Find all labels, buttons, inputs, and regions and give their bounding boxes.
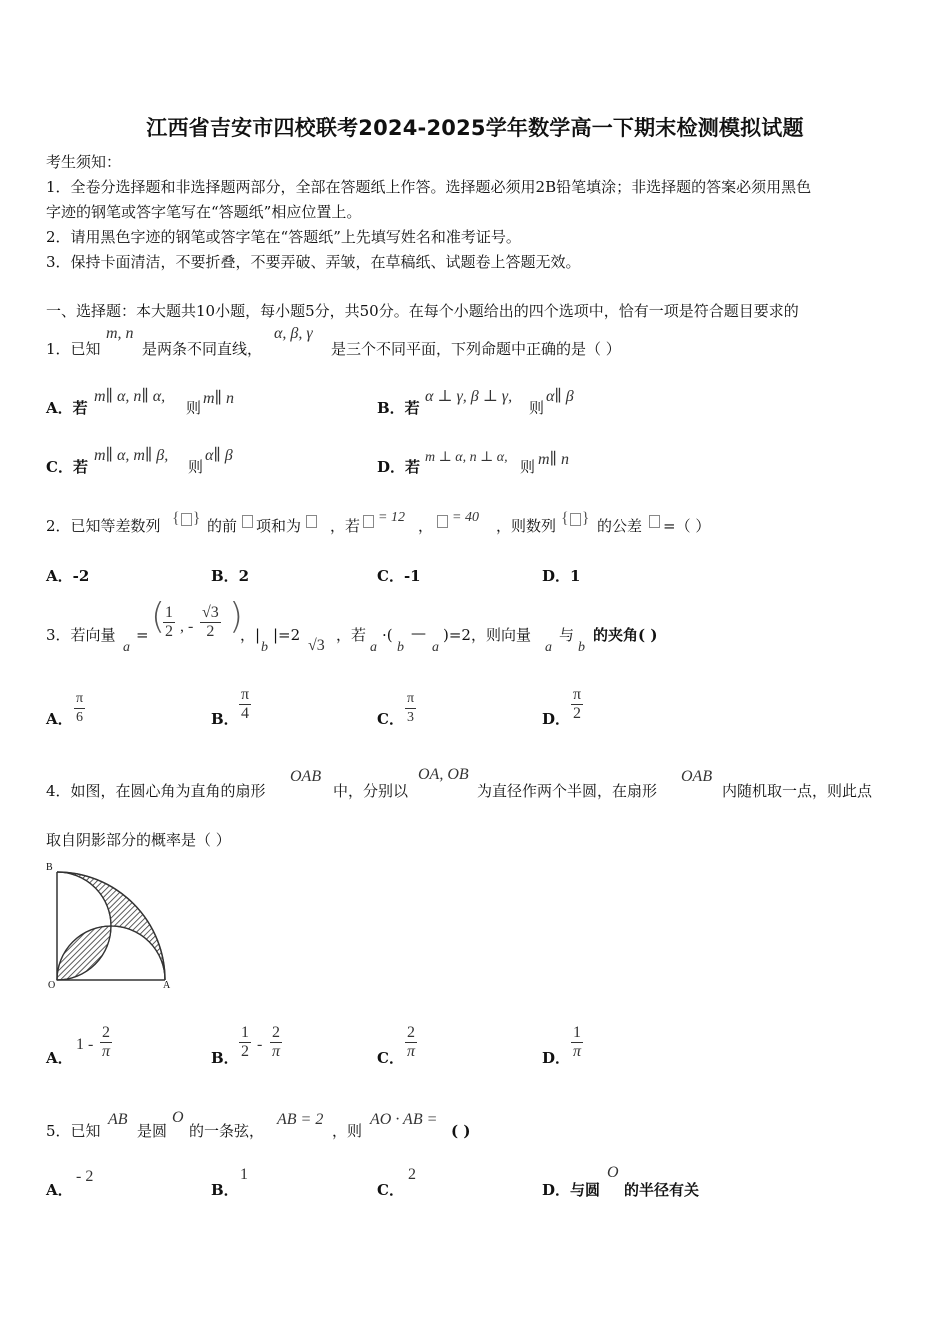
- q1-math-planes: α, β, γ: [274, 325, 313, 342]
- q2-seq-a-2: { }: [561, 510, 590, 527]
- q5-stem-5: ( ): [451, 1122, 471, 1140]
- q3-option-c-frac: [405, 690, 416, 727]
- q3-vec-a-2: a: [370, 640, 377, 655]
- q2-stem-5: ，: [418, 517, 434, 535]
- page-title: 江西省吉安市四校联考2024-2025学年数学高一下期末检测模拟试题: [146, 116, 804, 140]
- q3-right-paren: ): [229, 596, 244, 637]
- section-heading: 一、选择题：本大题共10小题，每小题5分，共50分。在每个小题给出的四个选项中，恰有一项是符合题目要求的: [46, 302, 799, 320]
- q3-option-d-frac: [571, 686, 583, 723]
- q3-stem-7: 与: [559, 626, 575, 644]
- q3-vec-b-2: b: [397, 640, 404, 655]
- q3-frac-2: [200, 604, 221, 641]
- q4-stem-4: 内随机取一点，则此点: [722, 782, 873, 800]
- q1-option-a-result: m∥ n: [203, 390, 234, 407]
- q5-option-a-value: - 2: [76, 1168, 94, 1185]
- q3-sqrt3: √3: [308, 637, 325, 654]
- q3-vec-a: a: [123, 640, 130, 655]
- q5-math-ab: AB: [108, 1111, 128, 1128]
- q2-eq-2: = 40: [452, 510, 479, 525]
- q3-stem-8: 的夹角( ): [593, 626, 658, 644]
- q1-option-c-label: C．若: [46, 458, 88, 476]
- q2-stem-6: ，则数列: [496, 517, 557, 535]
- q1-stem-3: 是三个不同平面，下列命题中正确的是（ ）: [331, 340, 621, 358]
- notice-heading: 考生须知：: [46, 153, 122, 171]
- q3-vec-a-4: a: [545, 640, 552, 655]
- q3-option-a-num: π: [74, 690, 85, 709]
- q1-option-a-label: A．若: [46, 399, 88, 417]
- q5-option-c-label: C．: [377, 1181, 404, 1199]
- q3-option-b-label: B．: [211, 710, 239, 728]
- q3-equals: =: [136, 626, 149, 644]
- q3-option-c-label: C．: [377, 710, 404, 728]
- q2-option-b: B．2: [211, 567, 250, 585]
- q5-option-b-value: 1: [240, 1166, 248, 1183]
- q5-stem-2: 是圆: [137, 1122, 168, 1140]
- q4-option-d-frac: [571, 1024, 583, 1061]
- q3-option-d-num: π: [573, 686, 582, 703]
- q2-option-c: C．-1: [377, 567, 421, 585]
- q1-option-a-then: 则: [186, 399, 202, 417]
- q1-option-d-label: D．若: [377, 458, 421, 476]
- q3-option-c-num: π: [405, 690, 416, 709]
- q5-option-b-label: B．: [211, 1181, 239, 1199]
- q3-option-b-num: π: [241, 686, 250, 703]
- q3-option-a-label: A．: [46, 710, 73, 728]
- q3-option-a-frac: [74, 690, 85, 727]
- q1-stem-1: 1．已知: [46, 340, 101, 358]
- q4-option-b-frac-1: [239, 1024, 251, 1061]
- q3-left-paren: (: [151, 596, 166, 637]
- q3-option-b-frac: [239, 686, 251, 723]
- q5-math-dot: AO · AB =: [370, 1111, 438, 1128]
- q3-stem-1: 3．若向量: [46, 626, 116, 644]
- q3-stem-4: ，若: [336, 626, 367, 644]
- q3-option-b-den: 4: [241, 705, 250, 722]
- q5-stem-3: 的一条弦，: [189, 1122, 265, 1140]
- q4-option-b-label: B．: [211, 1049, 239, 1067]
- q4-stem-1: 4．如图，在圆心角为直角的扇形: [46, 782, 266, 800]
- q4-option-b-den-1: 2: [241, 1043, 249, 1060]
- q2-stem-8: =（ ）: [663, 517, 711, 535]
- q3-frac-2-num: √3: [202, 604, 219, 621]
- q5-option-d-math: O: [607, 1164, 619, 1181]
- q4-stem-3: 为直径作两个半圆，在扇形: [477, 782, 658, 800]
- q4-option-c-den: π: [406, 1043, 415, 1060]
- q1-option-b-result: α∥ β: [546, 388, 574, 405]
- q2-sn-box: [305, 511, 318, 530]
- q2-seq-a: { }: [172, 510, 201, 527]
- q3-option-d-label: D．: [542, 710, 571, 728]
- q3-stem-5: ·(: [382, 626, 393, 644]
- q4-option-d-den: π: [572, 1043, 581, 1060]
- q4-shaded-lens: [57, 926, 111, 980]
- q3-option-a-den: 6: [76, 710, 84, 725]
- q1-option-b-label: B．若: [377, 399, 420, 417]
- q3-frac-1: [163, 604, 175, 641]
- q3-minus: —: [411, 624, 426, 642]
- q3-option-d-den: 2: [573, 705, 582, 722]
- q2-stem-7: 的公差: [597, 517, 643, 535]
- q4-option-b-num-2: 2: [272, 1024, 280, 1041]
- q4-option-b-den-2: π: [271, 1043, 280, 1060]
- q4-option-c-frac: [405, 1024, 417, 1061]
- q2-n-box: [241, 511, 254, 530]
- q4-label-o: O: [48, 980, 56, 991]
- q4-option-b-frac-2: [270, 1024, 282, 1061]
- q4-math-oab-2: OAB: [681, 768, 713, 785]
- q4-stem-2: 中，分别以: [333, 782, 409, 800]
- q5-option-c-value: 2: [408, 1166, 416, 1183]
- q4-option-b-minus: -: [257, 1036, 263, 1053]
- q4-option-a-pre: 1 -: [76, 1036, 94, 1053]
- q3-option-c-den: 3: [407, 710, 415, 725]
- q3-vec-b-3: b: [578, 640, 585, 655]
- notice-item-1b: 字迹的钢笔或答字笔写在“答题纸”相应位置上。: [46, 203, 362, 221]
- q4-option-c-label: C．: [377, 1049, 404, 1067]
- q3-vec-a-3: a: [432, 640, 439, 655]
- notice-item-1a: 1．全卷分选择题和非选择题两部分，全部在答题纸上作答。选择题必须用2B铅笔填涂；非选择题的答案必须用黑色: [46, 178, 812, 196]
- q2-stem-4: ，若: [330, 517, 361, 535]
- q1-option-a-cond: m∥ α, n∥ α,: [94, 388, 166, 405]
- q3-frac-1-den: 2: [165, 623, 173, 640]
- q4-option-d-num: 1: [573, 1024, 581, 1041]
- q4-option-a-num: 2: [102, 1024, 110, 1041]
- q4-option-a-frac: [100, 1024, 112, 1061]
- q5-math-o: O: [172, 1109, 184, 1126]
- q4-option-a-label: A．: [46, 1049, 73, 1067]
- q1-option-c-cond: m∥ α, m∥ β,: [94, 447, 169, 464]
- q2-s-box-2: [436, 511, 449, 530]
- q3-comma-minus: , -: [180, 618, 194, 635]
- q3-frac-2-den: 2: [206, 623, 215, 640]
- q1-option-d-then: 则: [520, 458, 536, 476]
- q2-d-box: [648, 511, 661, 530]
- notice-item-3: 3．保持卡面清洁，不要折叠，不要弄破、弄皱，在草稿纸、试题卷上答题无效。: [46, 253, 581, 271]
- q3-frac-1-num: 1: [165, 604, 173, 621]
- q4-option-b-num-1: 1: [241, 1024, 249, 1041]
- q1-option-d-cond: m ⊥ α, n ⊥ α,: [425, 450, 508, 465]
- q2-stem-3: 项和为: [256, 517, 302, 535]
- q1-option-b-then: 则: [529, 399, 545, 417]
- q4-option-d-label: D．: [542, 1049, 571, 1067]
- q1-math-mn: m, n: [106, 325, 134, 342]
- q1-option-d-result: m∥ n: [538, 451, 569, 468]
- q3-stem-2: ，|: [240, 626, 261, 644]
- notice-item-2: 2．请用黑色字迹的钢笔或答字笔在“答题纸”上先填写姓名和准考证号。: [46, 228, 521, 246]
- q3-stem-6: )=2，则向量: [443, 626, 531, 644]
- q2-option-d: D．1: [542, 567, 581, 585]
- q2-stem-2: 的前: [207, 517, 238, 535]
- q4-math-oab: OAB: [290, 768, 322, 785]
- q4-stem-5: 取自阴影部分的概率是（ ）: [46, 831, 231, 849]
- q5-stem-1: 5．已知: [46, 1122, 101, 1140]
- q1-option-b-cond: α ⊥ γ, β ⊥ γ,: [425, 388, 513, 405]
- q3-stem-3: |=2: [273, 626, 301, 644]
- q2-s-box-1: [362, 511, 375, 530]
- q4-sector-figure: [44, 860, 178, 994]
- q1-option-c-result: α∥ β: [205, 447, 233, 464]
- q5-stem-4: ，则: [332, 1122, 363, 1140]
- q2-stem-1: 2．已知等差数列: [46, 517, 161, 535]
- q5-option-d-label: D．与圆: [542, 1181, 601, 1199]
- q5-math-ab-eq: AB = 2: [277, 1111, 324, 1128]
- q2-eq-1: = 12: [378, 510, 405, 525]
- q1-stem-2: 是两条不同直线，: [142, 340, 263, 358]
- q4-option-a-den: π: [101, 1043, 110, 1060]
- q2-option-a: A．-2: [46, 567, 90, 585]
- q3-vec-b: b: [261, 640, 268, 655]
- q5-option-d-text: 的半径有关: [624, 1181, 700, 1199]
- q4-math-oa-ob: OA, OB: [418, 766, 469, 783]
- q1-option-c-then: 则: [188, 458, 204, 476]
- q5-option-a-label: A．: [46, 1181, 73, 1199]
- q4-option-c-num: 2: [407, 1024, 415, 1041]
- q4-label-a: A: [163, 980, 171, 991]
- q4-label-b: B: [46, 862, 53, 873]
